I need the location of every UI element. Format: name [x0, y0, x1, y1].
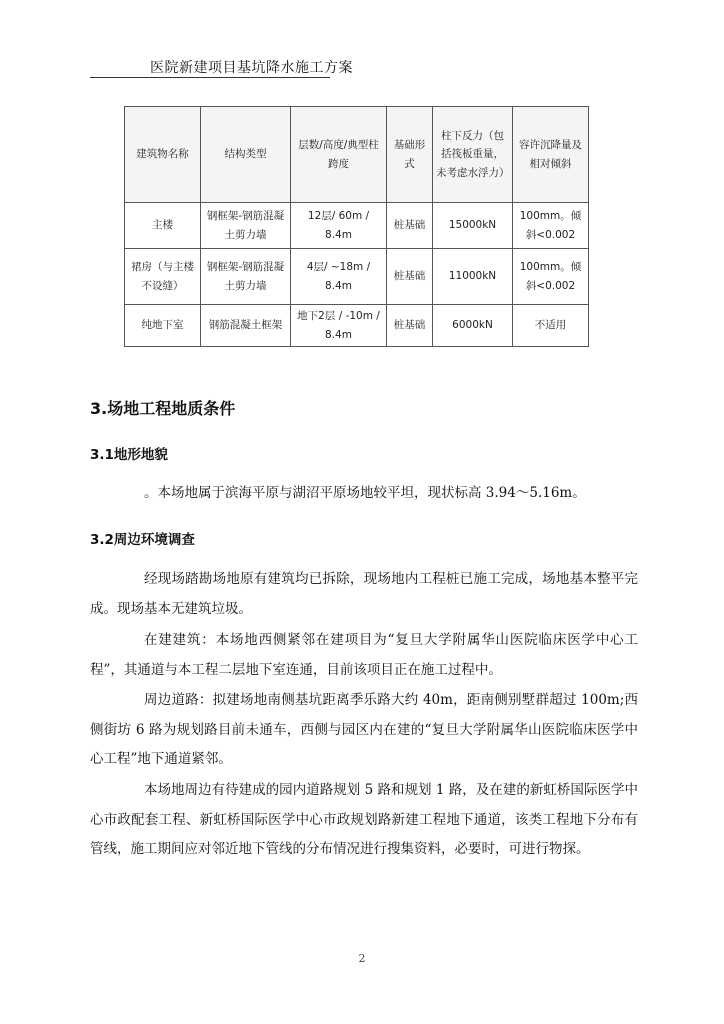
table-row	[125, 305, 589, 347]
cell-structure: 钢框架-钢筋混凝土剪力墙	[201, 249, 291, 305]
section-3-1-heading: 3.1地形地貌	[90, 447, 168, 463]
building-spec-table	[124, 106, 589, 347]
page-number: 2	[358, 952, 366, 965]
cell-tolerance: 100mm。倾斜<0.002	[513, 203, 589, 249]
header-foundation-type: 基础形式	[387, 107, 433, 203]
document-header-title: 医院新建项目基坑降水施工方案	[150, 60, 353, 76]
header-underline	[90, 77, 330, 78]
cell-structure: 钢筋混凝土框架	[201, 305, 291, 347]
cell-foundation: 桩基础	[387, 305, 433, 347]
header-settlement-tolerance: 容许沉降量及相对倾斜	[513, 107, 589, 203]
roads-paragraph: 周边道路：拟建场地南侧基坑距离季乐路大约 40m，距南侧别墅群超过 100m;西侧街坊 6 路为规划路目前未通车，西侧与园区内在建的“复旦大学附属华山医院临床医学中心工程”地下通道紧邻。	[90, 692, 638, 767]
table-row	[125, 203, 589, 249]
site-survey-paragraph: 经现场踏勘场地原有建筑均已拆除，现场地内工程桩已施工完成，场地基本整平完成。现场基本无建筑垃圾。	[90, 571, 638, 617]
section-3-2-heading: 3.2周边环境调查	[90, 532, 195, 548]
cell-name: 纯地下室	[125, 305, 201, 347]
header-floors-height-span: 层数/高度/典型柱跨度	[291, 107, 387, 203]
cell-tolerance: 不适用	[513, 305, 589, 347]
cell-floors: 4层/ ~18m / 8.4m	[291, 249, 387, 305]
cell-reaction: 6000kN	[433, 305, 513, 347]
table-row	[125, 249, 589, 305]
cell-foundation: 桩基础	[387, 203, 433, 249]
cell-reaction: 11000kN	[433, 249, 513, 305]
section-3-1-paragraph: 。本场地属于滨海平原与湖沼平原场地较平坦，现状标高 3.94～5.16m。	[144, 485, 586, 501]
cell-structure: 钢框架-钢筋混凝土剪力墙	[201, 203, 291, 249]
cell-floors: 地下2层 / -10m / 8.4m	[291, 305, 387, 347]
cell-floors: 12层/ 60m / 8.4m	[291, 203, 387, 249]
cell-name: 裙房（与主楼不设缝）	[125, 249, 201, 305]
cell-name: 主楼	[125, 203, 201, 249]
construction-paragraph: 在建建筑：本场地西侧紧邻在建项目为“复旦大学附属华山医院临床医学中心工程”，其通道与本工程二层地下室连通，目前该项目正在施工过程中。	[90, 632, 638, 678]
cell-foundation: 桩基础	[387, 249, 433, 305]
table-header-row	[125, 107, 589, 203]
pipelines-paragraph: 本场地周边有待建成的园内道路规划 5 路和规划 1 路，及在建的新虹桥国际医学中心市政配套工程、新虹桥国际医学中心市政规划路新建工程地下通道，该类工程地下分布有管线，施工期间应对邻近地下管线的分布情况进行搜集资料，必要时，可进行物探。	[90, 782, 638, 857]
cell-tolerance: 100mm。倾斜<0.002	[513, 249, 589, 305]
cell-reaction: 15000kN	[433, 203, 513, 249]
header-structure-type: 结构类型	[201, 107, 291, 203]
section-3-heading: 3.场地工程地质条件	[90, 399, 236, 418]
header-column-reaction: 柱下反力（包括筏板重量，未考虑水浮力）	[433, 107, 513, 203]
header-building-name: 建筑物名称	[125, 107, 201, 203]
